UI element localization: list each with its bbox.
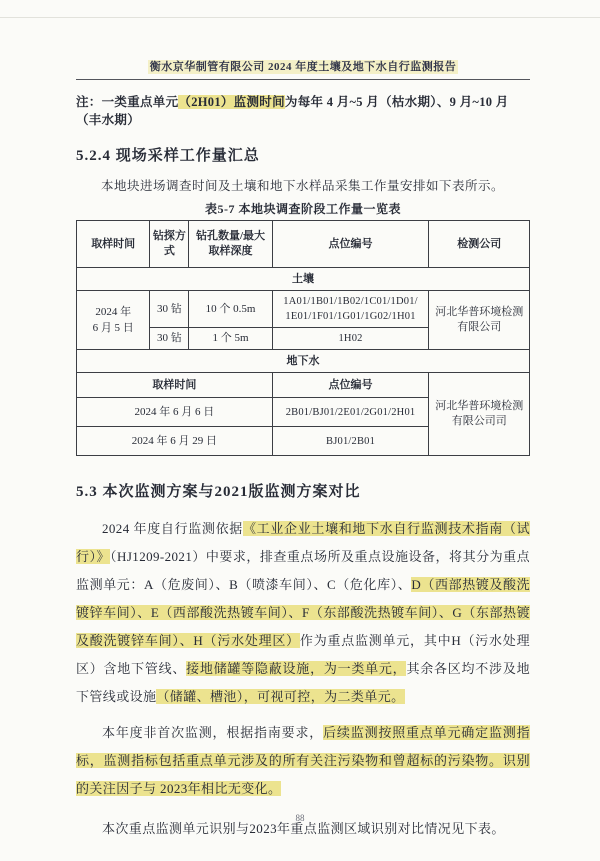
gw-row1-points: 2B01/BJ01/2E01/2G01/2H01	[272, 398, 429, 427]
intro-paragraph: 本地块进场调查时间及土壤和地下水样品采集工作量安排如下表所示。	[101, 179, 505, 193]
col-header-point-ids: 点位编号	[272, 221, 429, 268]
scan-edge-line	[0, 17, 600, 18]
paragraph-monitoring-indicators	[76, 719, 530, 803]
table-note	[76, 93, 530, 129]
groundwater-header-row	[77, 373, 530, 398]
soil-date-line1: 2024 年	[95, 306, 132, 318]
soil-date-line2: 6 月 5 日	[92, 322, 134, 334]
col-header-testing-company: 检测公司	[429, 221, 530, 268]
plain-text: （HJ1209-2021）中要求，排查重点场所及重点设施设备，将其分为重点监测单元：A（危废间）、B（喷漆车间）、C（危化库）、	[76, 549, 531, 592]
section-heading-53: 5.3 本次监测方案与2021版监测方案对比	[76, 484, 361, 500]
gw-col-header-sampling-time: 取样时间	[77, 373, 273, 398]
paragraph-monitoring-units	[76, 515, 530, 711]
running-header-title: 衡水京华制管有限公司 2024 年度土壤及地下水自行监测报告	[149, 61, 457, 73]
plain-text: 注：一类重点单元	[76, 95, 179, 109]
soil-row1-points-line1: 1A01/1B01/1B02/1C01/1D01/	[283, 296, 418, 307]
soil-row2-qty: 1 个 5m	[189, 328, 272, 350]
gw-row1-date: 2024 年 6 月 6 日	[77, 398, 273, 427]
col-header-drilling-method: 钻探方式	[150, 221, 189, 268]
groundwater-section-row	[77, 350, 530, 373]
soil-row1-points	[272, 291, 429, 328]
section-heading-524: 5.2.4 现场采样工作量汇总	[76, 148, 260, 164]
soil-row1-qty: 10 个 0.5m	[189, 291, 272, 328]
highlighted-text: 后续监测按照重点单元确定监测指标，监测指标包括重点单元涉及的所有关注污染物和曾超标的污染物。识别的关注因子与 2023年相比无变化。	[76, 725, 530, 796]
table-caption: 表5-7 本地块调查阶段工作量一览表	[205, 202, 401, 216]
plain-text: 作为重点监测单元，其中H（污水处理区）含地下管线、	[76, 633, 530, 676]
soil-row1-points-line2: 1E01/1F01/1G01/1G02/1H01	[285, 311, 416, 322]
soil-row2-points: 1H02	[272, 328, 429, 350]
soil-row1-drill: 30 钻	[150, 291, 189, 328]
soil-section-row	[77, 268, 530, 291]
groundwater-section-label: 地下水	[77, 350, 530, 373]
highlighted-text: D（西部热镀及酸洗镀锌车间）、E（西部酸洗热镀车间）、F（东部酸洗热镀车间）、G（东部热镀及酸洗镀锌车间）、H（污水处理区）	[76, 577, 530, 648]
gw-row2-points: BJ01/2B01	[272, 427, 429, 456]
page-number: 88	[295, 813, 305, 823]
running-header	[76, 58, 530, 80]
soil-section-label: 土壤	[77, 268, 530, 291]
table-header-row	[77, 221, 530, 268]
soil-testing-company: 河北华普环境检测有限公司	[429, 291, 530, 350]
plain-text: 其余各区均不涉及地下管线或设施	[76, 661, 530, 704]
gw-col-header-point-ids: 点位编号	[272, 373, 429, 398]
plain-text: 本年度非首次监测，根据指南要求，	[102, 725, 324, 740]
col-header-sampling-time: 取样时间	[77, 221, 150, 268]
workload-table	[76, 220, 530, 456]
col-header-hole-count-depth: 钻孔数量/最大取样深度	[189, 221, 272, 268]
paragraph-comparison-intro: 本次重点监测单元识别与2023年重点监测区域识别对比情况见下表。	[102, 821, 505, 836]
gw-row2-date: 2024 年 6 月 29 日	[77, 427, 273, 456]
soil-sampling-date	[77, 291, 150, 350]
highlighted-text: （储罐、槽池），可视可控，为二类单元。	[156, 689, 405, 704]
highlighted-text: 接地储罐等隐蔽设施，为一类单元，	[186, 661, 407, 676]
plain-text: 为每年 4 月~5 月（枯水期）、9 月~10 月（丰水期）	[76, 95, 509, 127]
plain-text: 2024 年度自行监测依据	[102, 521, 243, 536]
gw-testing-company: 河北华普环境检测有限公司司	[429, 373, 530, 456]
highlighted-text: （2H01）监测时间	[178, 95, 285, 109]
soil-data-row-1	[77, 291, 530, 328]
highlighted-text: 《工业企业土壤和地下水自行监测技术指南（试行）》	[76, 521, 530, 564]
soil-row2-drill: 30 钻	[150, 328, 189, 350]
